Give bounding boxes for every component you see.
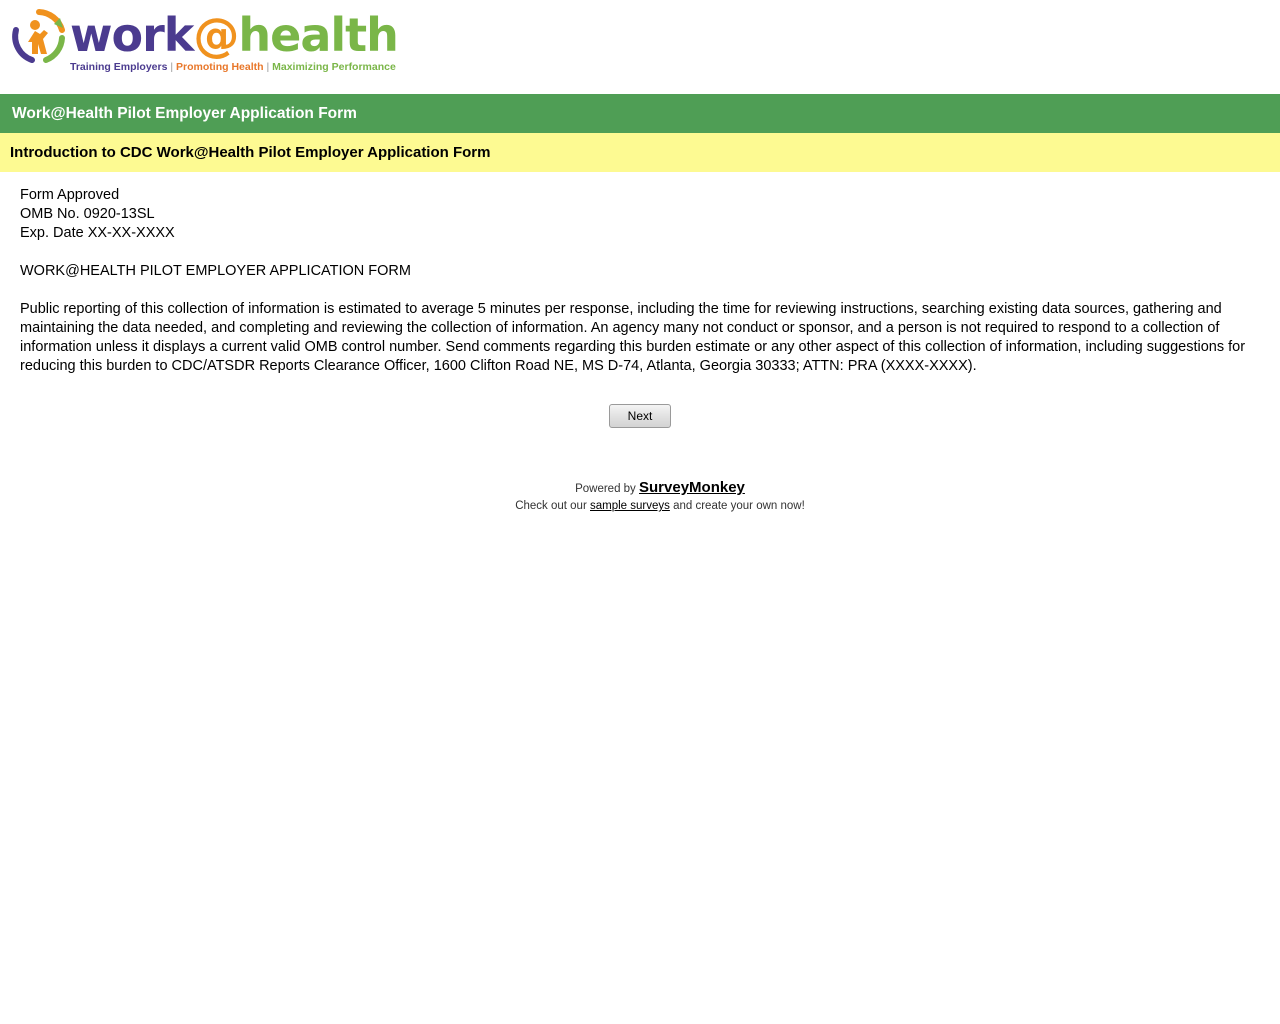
logo-word-at: @ [193, 8, 239, 62]
omb-approval-line-2: OMB No. 0920-13SL [20, 206, 155, 222]
form-section-title: Introduction to CDC Work@Health Pilot Employer Application Form [0, 133, 1280, 172]
tagline-part-2: Promoting Health [176, 61, 264, 73]
footer-powered-by-line [20, 480, 1280, 497]
footer-sample-surveys-line [20, 498, 1280, 514]
logo-word-health: health [238, 8, 398, 62]
surveymonkey-brand-link[interactable]: SurveyMonkey [639, 479, 745, 496]
tagline-separator-2: | [266, 61, 270, 73]
form-heading: WORK@HEALTH PILOT EMPLOYER APPLICATION FORM [20, 263, 411, 279]
footer-check-prefix: Check out our [515, 500, 587, 512]
next-button[interactable]: Next [609, 404, 672, 428]
logo-word-work: work [70, 8, 194, 62]
logo-wordmark [70, 10, 398, 60]
next-button-row [0, 394, 1280, 428]
form-title-bar: Work@Health Pilot Employer Application Form [0, 94, 1280, 133]
work-at-health-logo-icon [10, 8, 68, 66]
surveymonkey-footer [20, 480, 1280, 514]
omb-approval-line-1: Form Approved [20, 187, 120, 203]
tagline-part-1: Training Employers [70, 61, 168, 73]
sample-surveys-link[interactable]: sample surveys [590, 500, 670, 512]
logo[interactable] [10, 8, 398, 74]
form-content [0, 172, 1260, 514]
site-logo-header [0, 0, 1280, 94]
logo-tagline [70, 61, 398, 74]
footer-powered-by-label: Powered by [575, 483, 636, 495]
footer-check-suffix: and create your own now! [673, 500, 805, 512]
public-burden-statement: Public reporting of this collection of information is estimated to average 5 minutes per response, including the time for reviewing instructions, searching existing data sources, gathering and maintaining the data needed, and completing and reviewing the collection of information. An agency many not conduct or sponsor, and a person is not required to respond to a collection of information unless it displays a current valid OMB control number. Send comments regarding this burden estimate or any other aspect of this collection of information, including suggestions for reducing this burden to CDC/ATSDR Reports Clearance Officer, 1600 Clifton Road NE, MS D-74, Atlanta, Georgia 30333; ATTN: PRA (XXXX-XXXX). [20, 301, 1246, 374]
omb-approval-line-3: Exp. Date XX-XX-XXXX [20, 225, 175, 241]
tagline-part-3: Maximizing Performance [272, 61, 396, 73]
tagline-separator-1: | [170, 61, 174, 73]
omb-approval-block [20, 186, 1260, 243]
